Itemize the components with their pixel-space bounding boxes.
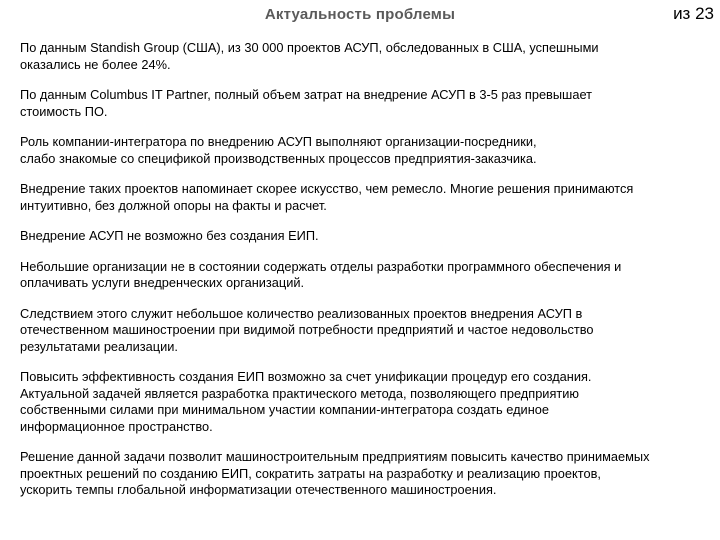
paragraph-small-organizations: Небольшие организации не в состоянии содержать отделы разработки программного обеспечения и оплачивать услуги внедренческих организаций. [20,258,622,290]
paragraph-eip-required: Внедрение АСУП не возможно без создания ЕИП. [20,228,319,243]
paragraph-consequence: Следствием этого служит небольшое количество реализованных проектов внедрения АСУП в отечественном машиностроении при видимой потребности предприятий и частое недовольство результатами реализации. [20,305,594,354]
paragraph-columbus-it: По данным Columbus IT Partner, полный объем затрат на внедрение АСУП в 3-5 раз превышает стоимость ПО. [20,87,592,119]
paragraph-efficiency: Повысить эффективность создания ЕИП возможно за счет унификации процедур его создания. Актуальной задачей является разработка практического метода, позволяющего предприятию собственными силами при минимальном участии компании-интегратора создать единое информационное пространство. [20,369,592,434]
paragraph-integrator-role: Роль компании-интегратора по внедрению АСУП выполняют организации-посредники, слабо знакомые со спецификой производственных процессов предприятия-заказчика. [20,134,537,166]
paragraph-standish-group: По данным Standish Group (США), из 30 000 проектов АСУП, обследованных в США, успешными оказались не более 24%. [20,40,599,72]
slide-title: Актуальность проблемы [264,6,456,23]
slide-header [0,0,720,34]
paragraph-solution: Решение данной задачи позволит машиностроительным предприятиям повысить качество принимаемых проектных решений по созданию ЕИП, сократить затраты на разработку и реализацию проектов, ускорить темпы глобальной информатизации отечественного машиностроения. [20,449,650,497]
paragraph-art-not-craft: Внедрение таких проектов напоминает скорее искусство, чем ремесло. Многие решения принимаются интуитивно, без должной опоры на факты и расчет. [20,181,634,213]
slide-counter: из 23 [673,4,714,23]
slide-body [20,40,710,513]
